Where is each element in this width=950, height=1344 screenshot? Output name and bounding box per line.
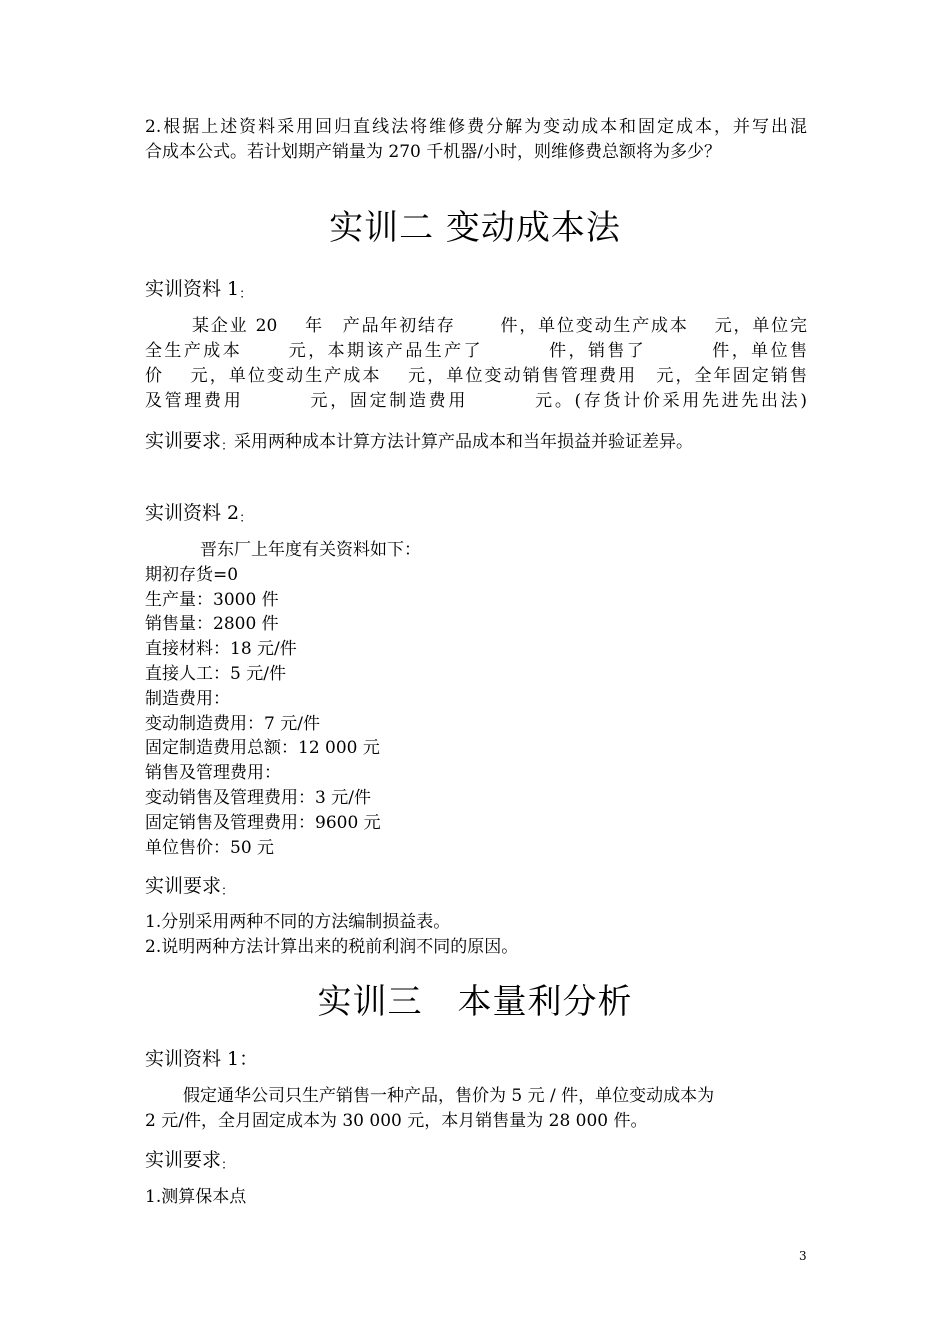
requirement-text: 采用两种成本计算方法计算产品成本和当年损益并验证差异。 [234, 432, 694, 452]
list-item: 期初存货=0 [145, 565, 239, 585]
requirement-heading [145, 871, 234, 899]
list-item: 1.测算保本点 [145, 1187, 247, 1207]
subsection-heading [145, 498, 252, 526]
subsection-heading [145, 274, 252, 302]
heading-colon: ： [221, 439, 235, 454]
list-item: 固定销售及管理费用：9600 元 [145, 813, 381, 833]
heading-colon: ： [239, 511, 253, 526]
heading-text: 实训资料 2 [145, 502, 240, 524]
list-item: 变动销售及管理费用：3 元/件 [145, 788, 371, 808]
paragraph-intro: 晋东厂上年度有关资料如下： [200, 540, 421, 560]
heading-colon: ： [239, 287, 253, 302]
subsection-heading: 实训资料 1： [145, 1048, 259, 1070]
paragraph-line: 2 元/件，全月固定成本为 30 000 元，本月销售量为 28 000 件。 [145, 1111, 648, 1131]
paragraph-line: 假定通华公司只生产销售一种产品，售价为 5 元 / 件，单位变动成本为 [183, 1086, 715, 1106]
list-item: 直接材料：18 元/件 [145, 639, 297, 659]
list-item: 生产量：3000 件 [145, 590, 279, 610]
section-title: 实训二 变动成本法 [329, 208, 621, 248]
paragraph-line: 全生产成本 元，本期该产品生产了 件，销售了 件，单位售 [145, 341, 807, 361]
list-item: 1.分别采用两种不同的方法编制损益表。 [145, 912, 451, 932]
paragraph-line: 价 元，单位变动生产成本 元，单位变动销售管理费用 元，全年固定销售 [145, 366, 807, 386]
list-item: 单位售价：50 元 [145, 838, 275, 858]
list-item: 销售及管理费用： [145, 763, 281, 783]
list-item: 2.说明两种方法计算出来的税前利润不同的原因。 [145, 937, 519, 957]
list-item: 固定制造费用总额：12 000 元 [145, 738, 380, 758]
heading-text: 实训要求 [145, 875, 222, 897]
requirement-heading [145, 1145, 234, 1173]
heading-text: 实训资料 1 [145, 278, 240, 300]
page-number: 3 [799, 1249, 807, 1263]
list-item: 销售量：2800 件 [145, 614, 279, 634]
requirement-heading: 实训要求 [145, 430, 222, 452]
list-item: 制造费用： [145, 689, 230, 709]
requirement-line [145, 426, 693, 455]
list-item: 直接人工：5 元/件 [145, 664, 286, 684]
section-title: 实训三 本量利分析 [317, 982, 633, 1022]
paragraph-line: 2.根据上述资料采用回归直线法将维修费分解为变动成本和固定成本，并写出混 [145, 117, 807, 137]
paragraph-line: 及管理费用 元，固定制造费用 元。(存货计价采用先进先出法) [145, 391, 807, 411]
paragraph-line: 合成本公式。若计划期产销量为 270 千机器/小时，则维修费总额将为多少？ [145, 142, 721, 162]
heading-text: 实训要求 [145, 1149, 222, 1171]
heading-colon: ： [221, 884, 235, 899]
paragraph-line: 某企业 20 年 产品年初结存 件，单位变动生产成本 元，单位完 [192, 316, 807, 336]
list-item: 变动制造费用：7 元/件 [145, 714, 320, 734]
heading-colon: ： [221, 1158, 235, 1173]
